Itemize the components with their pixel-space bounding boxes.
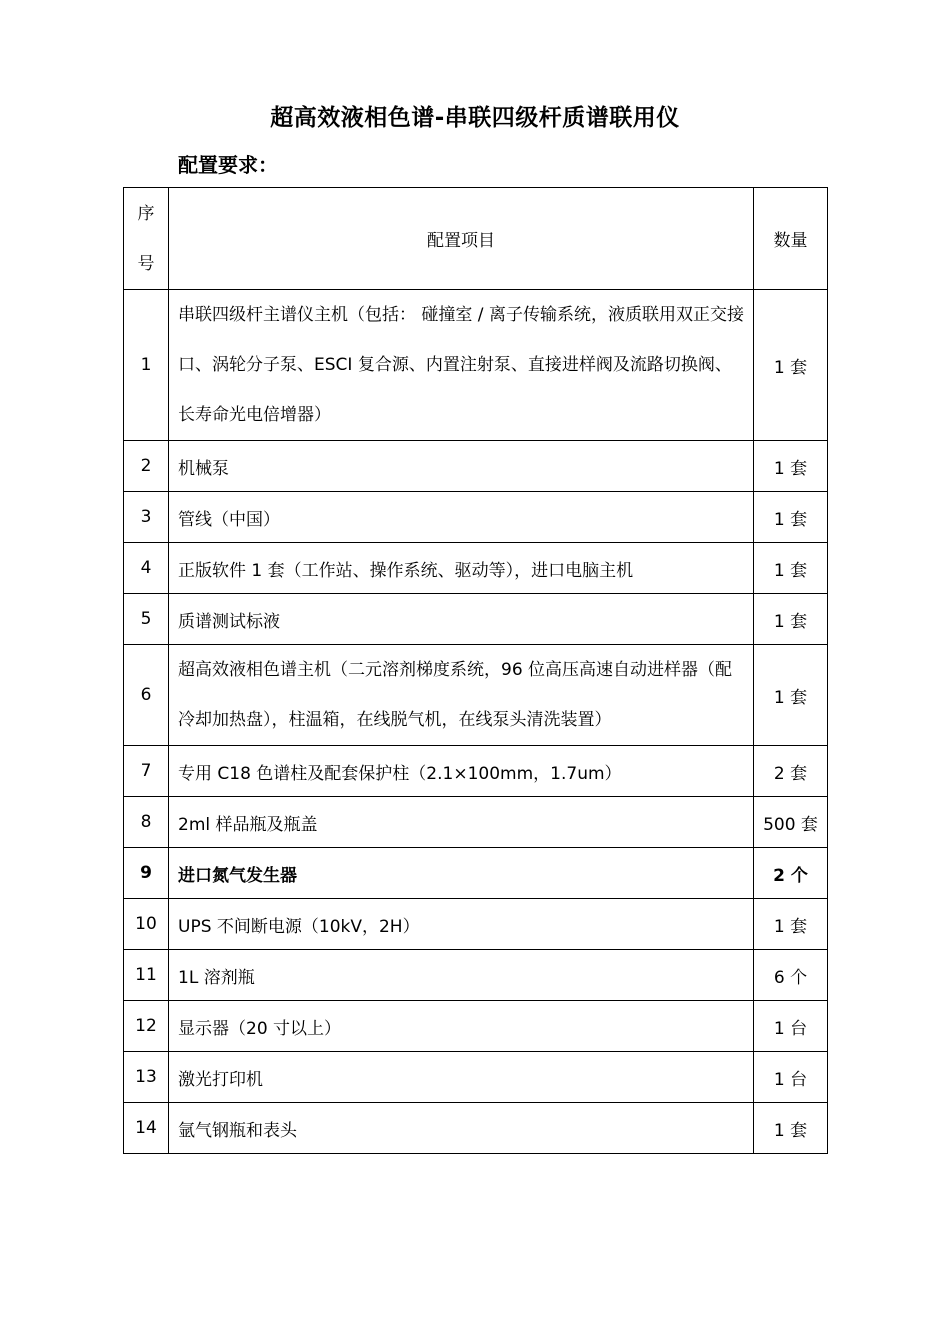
row-quantity: 1 套 bbox=[754, 543, 828, 594]
section-heading: 配置要求： bbox=[178, 153, 278, 177]
row-quantity: 1 套 bbox=[754, 1103, 828, 1154]
table-row bbox=[124, 441, 828, 492]
row-index: 6 bbox=[124, 645, 169, 746]
row-item: 1L 溶剂瓶 bbox=[169, 950, 754, 1001]
row-quantity: 1 套 bbox=[754, 645, 828, 746]
row-quantity: 1 套 bbox=[754, 594, 828, 645]
table-header-row bbox=[124, 188, 828, 290]
row-quantity: 1 套 bbox=[754, 492, 828, 543]
row-item: 超高效液相色谱主机（二元溶剂梯度系统，96 位高压高速自动进样器（配冷却加热盘），柱温箱，在线脱气机，在线泵头清洗装置） bbox=[169, 645, 754, 746]
table-row bbox=[124, 645, 828, 746]
row-item: 专用 C18 色谱柱及配套保护柱（2.1×100mm，1.7um） bbox=[169, 746, 754, 797]
table-row bbox=[124, 797, 828, 848]
row-item: 进口氮气发生器 bbox=[169, 848, 754, 899]
row-index: 8 bbox=[124, 797, 169, 848]
header-item-label: 配置项目 bbox=[427, 231, 495, 251]
row-quantity: 1 台 bbox=[754, 1052, 828, 1103]
header-item-cell bbox=[169, 188, 754, 290]
table-row bbox=[124, 1001, 828, 1052]
row-index: 1 bbox=[124, 290, 169, 441]
table-row bbox=[124, 899, 828, 950]
row-index: 11 bbox=[124, 950, 169, 1001]
table-row bbox=[124, 543, 828, 594]
header-quantity-label: 数量 bbox=[773, 231, 808, 251]
table-row bbox=[124, 594, 828, 645]
header-quantity-cell bbox=[754, 188, 828, 290]
table-row bbox=[124, 950, 828, 1001]
header-index-cell bbox=[124, 188, 169, 290]
row-index: 2 bbox=[124, 441, 169, 492]
row-quantity: 1 套 bbox=[754, 441, 828, 492]
row-index: 13 bbox=[124, 1052, 169, 1103]
table-row bbox=[124, 492, 828, 543]
row-quantity: 1 台 bbox=[754, 1001, 828, 1052]
page-title: 超高效液相色谱-串联四级杆质谱联用仪 bbox=[270, 105, 680, 131]
row-item: 2ml 样品瓶及瓶盖 bbox=[169, 797, 754, 848]
row-quantity: 500 套 bbox=[754, 797, 828, 848]
row-index: 9 bbox=[124, 848, 169, 899]
row-item: 机械泵 bbox=[169, 441, 754, 492]
row-index: 12 bbox=[124, 1001, 169, 1052]
table-row bbox=[124, 746, 828, 797]
header-index-label: 序号 bbox=[137, 203, 155, 274]
table-row bbox=[124, 290, 828, 441]
row-quantity: 1 套 bbox=[754, 899, 828, 950]
row-item: UPS 不间断电源（10kV，2H） bbox=[169, 899, 754, 950]
row-item: 正版软件 1 套（工作站、操作系统、驱动等），进口电脑主机 bbox=[169, 543, 754, 594]
configuration-table bbox=[123, 187, 828, 1154]
row-index: 7 bbox=[124, 746, 169, 797]
table-row bbox=[124, 848, 828, 899]
row-index: 10 bbox=[124, 899, 169, 950]
row-quantity: 6 个 bbox=[754, 950, 828, 1001]
row-index: 14 bbox=[124, 1103, 169, 1154]
row-item: 管线（中国） bbox=[169, 492, 754, 543]
row-item: 氩气钢瓶和表头 bbox=[169, 1103, 754, 1154]
row-item: 显示器（20 寸以上） bbox=[169, 1001, 754, 1052]
row-index: 4 bbox=[124, 543, 169, 594]
row-index: 3 bbox=[124, 492, 169, 543]
table-row bbox=[124, 1103, 828, 1154]
row-item: 激光打印机 bbox=[169, 1052, 754, 1103]
row-index: 5 bbox=[124, 594, 169, 645]
row-item: 质谱测试标液 bbox=[169, 594, 754, 645]
row-quantity: 2 个 bbox=[754, 848, 828, 899]
row-item: 串联四级杆主谱仪主机（包括： 碰撞室 / 离子传输系统，液质联用双正交接口、涡轮分子泵、ESCI 复合源、内置注射泵、直接进样阀及流路切换阀、长寿命光电倍增器） bbox=[169, 290, 754, 441]
row-quantity: 1 套 bbox=[754, 290, 828, 441]
table-row bbox=[124, 1052, 828, 1103]
row-quantity: 2 套 bbox=[754, 746, 828, 797]
